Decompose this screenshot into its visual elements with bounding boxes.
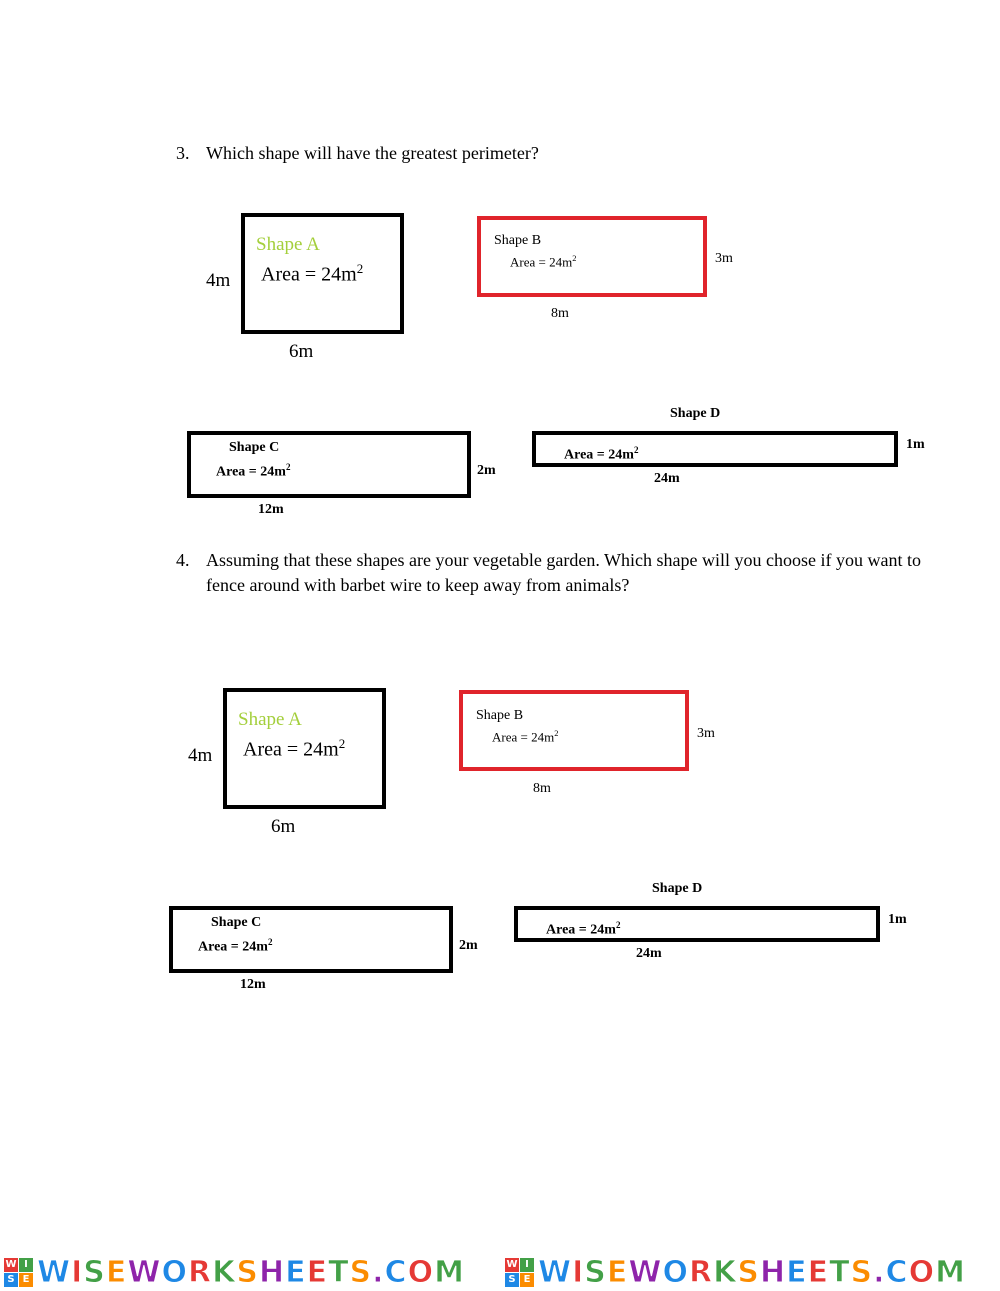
brand-watermark xyxy=(4,1254,465,1290)
shape-a-height: 4m xyxy=(188,745,213,766)
shape-a-width: 6m xyxy=(271,816,296,837)
shape-c-width: 12m xyxy=(258,502,284,517)
shapes-group-q3 xyxy=(0,200,1000,540)
footer-watermark xyxy=(0,1255,1000,1291)
shape-c-height: 2m xyxy=(477,463,496,478)
brand-logo-icon: W I S E xyxy=(505,1258,534,1287)
shape-a-area: Area = $24m^2$ xyxy=(243,736,346,761)
shape-b-width: 8m xyxy=(551,306,569,321)
shapes-group-q4 xyxy=(0,675,982,1015)
shape-b-height: 3m xyxy=(697,726,715,741)
shape-d-area: Area = $24m^2$ xyxy=(564,445,639,463)
shape-c-height: 2m xyxy=(459,938,478,953)
shape-c-area: Area = $24m^2$ xyxy=(198,937,273,955)
question-text: Which shape will have the greatest perimeter? xyxy=(206,143,539,163)
shape-c-name: Shape C xyxy=(229,440,280,455)
shape-a-name: Shape A xyxy=(256,234,320,255)
shape-d-name: Shape D xyxy=(670,406,721,421)
shape-d-height: 1m xyxy=(888,912,907,927)
shape-d-width: 24m xyxy=(654,471,680,486)
shape-b-width: 8m xyxy=(533,781,551,796)
shape-c-width: 12m xyxy=(240,977,266,992)
shape-d-name: Shape D xyxy=(652,881,703,896)
brand-text: WISEWORKSHEETS.COM xyxy=(538,1254,966,1290)
shape-b-area: Area = $24m^2$ xyxy=(510,253,577,270)
question-text: Assuming that these shapes are your vegetable garden. Which shape will you choose if you want to fence around with barbet wire to keep away from animals? xyxy=(206,550,921,595)
brand-text: WISEWORKSHEETS.COM xyxy=(37,1254,465,1290)
shape-b-name: Shape B xyxy=(494,233,542,248)
shape-b-height: 3m xyxy=(715,251,733,266)
brand-watermark xyxy=(505,1254,966,1290)
shape-b-name: Shape B xyxy=(476,708,524,723)
question-3 xyxy=(176,141,936,166)
question-number: 3. xyxy=(176,143,190,163)
question-number: 4. xyxy=(176,550,190,570)
shape-d-width: 24m xyxy=(636,946,662,961)
shape-c-area: Area = $24m^2$ xyxy=(216,462,291,480)
shape-a-width: 6m xyxy=(289,341,314,362)
shape-d-area: Area = $24m^2$ xyxy=(546,920,621,938)
shape-d-height: 1m xyxy=(906,437,925,452)
shape-c-name: Shape C xyxy=(211,915,262,930)
question-4 xyxy=(176,548,936,598)
shape-a-name: Shape A xyxy=(238,709,302,730)
shape-a-height: 4m xyxy=(206,270,231,291)
brand-logo-icon: W I S E xyxy=(4,1258,33,1287)
shape-a-area: Area = $24m^2$ xyxy=(261,261,364,286)
shape-b-area: Area = $24m^2$ xyxy=(492,728,559,745)
